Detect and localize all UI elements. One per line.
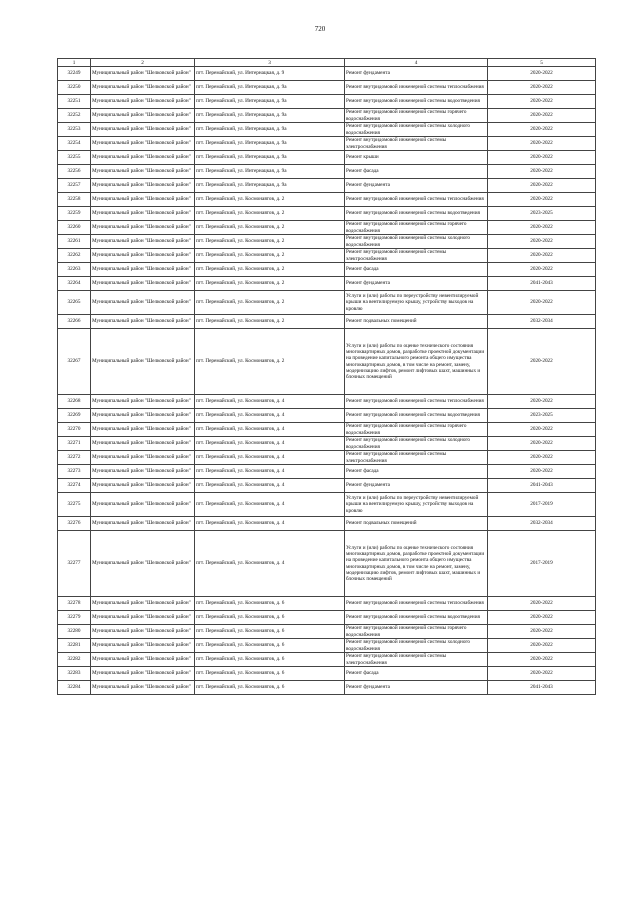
work-type-cell: Ремонт внутридомовой инженерной системы водоотведения [345,207,488,221]
work-type-cell: Ремонт внутридомовой инженерной системы теплоснабжения [345,193,488,207]
municipality-cell: Муниципальный район "Шелковской район" [91,291,195,315]
address-cell: пгт. Перемайский, ул. Космонавтов, д. 2 [195,193,345,207]
row-number: 32284 [58,681,91,695]
municipality-cell: Муниципальный район "Шелковской район" [91,653,195,667]
address-cell: пгт. Перемайский, ул. Интернацкая, д. 9а [195,123,345,137]
row-number: 32263 [58,263,91,277]
period-cell: 2020-2022 [488,597,596,611]
period-cell: 2020-2022 [488,235,596,249]
work-type-cell: Ремонт крыши [345,151,488,165]
row-number: 32266 [58,315,91,329]
row-number: 32280 [58,625,91,639]
address-cell: пгт. Перемайский, ул. Интернацкая, д. 9а [195,165,345,179]
work-type-cell: Ремонт внутридомовой инженерной системы холодного водоснабжения [345,235,488,249]
row-number: 32254 [58,137,91,151]
table-row [58,277,596,291]
table-row [58,597,596,611]
municipality-cell: Муниципальный район "Шелковской район" [91,277,195,291]
table-row [58,479,596,493]
table-row [58,165,596,179]
period-cell: 2020-2022 [488,263,596,277]
row-number: 32282 [58,653,91,667]
table-row [58,437,596,451]
work-type-cell: Ремонт внутридомовой инженерной системы горячего водоснабжения [345,625,488,639]
address-cell: пгт. Перемайский, ул. Интернацкая, д. 9а [195,179,345,193]
period-cell: 2020-2022 [488,395,596,409]
work-type-cell: Ремонт фундамента [345,67,488,81]
period-cell: 2020-2022 [488,137,596,151]
table-row [58,179,596,193]
row-number: 32251 [58,95,91,109]
work-type-cell: Услуги и (или) работы по переустройству невентилируемой крыши на вентилируемую крышу, устройству выходов на кровлю [345,291,488,315]
municipality-cell: Муниципальный район "Шелковской район" [91,451,195,465]
municipality-cell: Муниципальный район "Шелковской район" [91,263,195,277]
municipality-cell: Муниципальный район "Шелковской район" [91,437,195,451]
table-row [58,611,596,625]
work-type-cell: Услуги и (или) работы по оценке технического состояния многоквартирных домов, разработке проектной документации на проведение капитального ремонта общего имущества многоквартирных домов, в том числе на ремонт, замену, модернизацию лифтов, ремонт лифтовых шахт, машинных и блочных помещений [345,329,488,395]
address-cell: пгт. Перемайский, ул. Космонавтов, д. 2 [195,277,345,291]
work-type-cell: Ремонт внутридомовой инженерной системы электроснабжения [345,249,488,263]
page-number: 720 [314,25,326,33]
row-number: 32255 [58,151,91,165]
address-cell: пгт. Перемайский, ул. Интернацкая, д. 9а [195,151,345,165]
period-cell: 2020-2022 [488,437,596,451]
work-type-cell: Ремонт подвальных помещений [345,315,488,329]
work-type-cell: Ремонт фундамента [345,681,488,695]
table-row [58,151,596,165]
municipality-cell: Муниципальный район "Шелковской район" [91,465,195,479]
municipality-cell: Муниципальный район "Шелковской район" [91,329,195,395]
work-type-cell: Ремонт подвальных помещений [345,517,488,531]
period-cell: 2023-2025 [488,409,596,423]
municipality-cell: Муниципальный район "Шелковской район" [91,597,195,611]
address-cell: пгт. Перемайский, ул. Космонавтов, д. 4 [195,465,345,479]
address-cell: пгт. Перемайский, ул. Космонавтов, д. 6 [195,681,345,695]
column-header: 3 [195,59,345,67]
municipality-cell: Муниципальный район "Шелковской район" [91,137,195,151]
address-cell: пгт. Перемайский, ул. Космонавтов, д. 6 [195,625,345,639]
table-row [58,221,596,235]
row-number: 32278 [58,597,91,611]
work-type-cell: Услуги и (или) работы по оценке технического состояния многоквартирных домов, разработке проектной документации на проведение капитального ремонта общего имущества многоквартирных домов, в том числе на ремонт, замену, модернизацию лифтов, ремонт лифтовых шахт, машинных и блочных помещений [345,531,488,597]
address-cell: пгт. Перемайский, ул. Космонавтов, д. 4 [195,395,345,409]
address-cell: пгт. Перемайский, ул. Космонавтов, д. 2 [195,221,345,235]
work-type-cell: Ремонт внутридомовой инженерной системы электроснабжения [345,451,488,465]
address-cell: пгт. Перемайский, ул. Космонавтов, д. 6 [195,611,345,625]
row-number: 32273 [58,465,91,479]
work-type-cell: Ремонт внутридомовой инженерной системы горячего водоснабжения [345,423,488,437]
period-cell: 2020-2022 [488,95,596,109]
work-type-cell: Ремонт внутридомовой инженерной системы теплоснабжения [345,597,488,611]
address-cell: пгт. Перемайский, ул. Интернацкая, д. 9а [195,137,345,151]
address-cell: пгт. Перемайский, ул. Космонавтов, д. 6 [195,597,345,611]
municipality-cell: Муниципальный район "Шелковской район" [91,221,195,235]
table-row [58,493,596,517]
work-type-cell: Ремонт фундамента [345,479,488,493]
work-type-cell: Ремонт фасада [345,263,488,277]
column-header: 2 [91,59,195,67]
address-cell: пгт. Перемайский, ул. Интернацкая, д. 9 [195,67,345,81]
table-row [58,667,596,681]
row-number: 32262 [58,249,91,263]
address-cell: пгт. Перемайский, ул. Космонавтов, д. 4 [195,531,345,597]
address-cell: пгт. Перемайский, ул. Космонавтов, д. 2 [195,329,345,395]
row-number: 32267 [58,329,91,395]
table-row [58,681,596,695]
table-row [58,315,596,329]
work-type-cell: Ремонт внутридомовой инженерной системы водоотведения [345,95,488,109]
municipality-cell: Муниципальный район "Шелковской район" [91,315,195,329]
row-number: 32274 [58,479,91,493]
table-row [58,109,596,123]
row-number: 32250 [58,81,91,95]
table-row [58,193,596,207]
address-cell: пгт. Перемайский, ул. Интернацкая, д. 9а [195,95,345,109]
municipality-cell: Муниципальный район "Шелковской район" [91,165,195,179]
address-cell: пгт. Перемайский, ул. Космонавтов, д. 4 [195,409,345,423]
address-cell: пгт. Перемайский, ул. Космонавтов, д. 4 [195,493,345,517]
address-cell: пгт. Перемайский, ул. Интернацкая, д. 9а [195,81,345,95]
address-cell: пгт. Перемайский, ул. Космонавтов, д. 6 [195,639,345,653]
municipality-cell: Муниципальный район "Шелковской район" [91,123,195,137]
work-type-cell: Ремонт внутридомовой инженерной системы теплоснабжения [345,81,488,95]
period-cell: 2020-2022 [488,193,596,207]
row-number: 32249 [58,67,91,81]
work-type-cell: Ремонт внутридомовой инженерной системы теплоснабжения [345,395,488,409]
row-number: 32277 [58,531,91,597]
address-cell: пгт. Перемайский, ул. Космонавтов, д. 6 [195,667,345,681]
column-header: 4 [345,59,488,67]
municipality-cell: Муниципальный район "Шелковской район" [91,179,195,193]
municipality-cell: Муниципальный район "Шелковской район" [91,395,195,409]
table-row [58,625,596,639]
row-number: 32281 [58,639,91,653]
table-row [58,137,596,151]
work-type-cell: Ремонт фасада [345,465,488,479]
column-header: 5 [488,59,596,67]
work-type-cell: Услуги и (или) работы по переустройству невентилируемой крыши на вентилируемую крышу, устройству выходов на кровлю [345,493,488,517]
municipality-cell: Муниципальный район "Шелковской район" [91,67,195,81]
period-cell: 2020-2022 [488,667,596,681]
address-cell: пгт. Перемайский, ул. Космонавтов, д. 2 [195,235,345,249]
table-row [58,465,596,479]
work-type-cell: Ремонт внутридомовой инженерной системы водоотведения [345,611,488,625]
table-row [58,235,596,249]
period-cell: 2020-2022 [488,179,596,193]
work-type-cell: Ремонт фасада [345,667,488,681]
municipality-cell: Муниципальный район "Шелковской район" [91,625,195,639]
address-cell: пгт. Перемайский, ул. Космонавтов, д. 4 [195,423,345,437]
period-cell: 2041-2043 [488,681,596,695]
period-cell: 2020-2022 [488,109,596,123]
period-cell: 2020-2022 [488,625,596,639]
address-cell: пгт. Перемайский, ул. Космонавтов, д. 2 [195,291,345,315]
period-cell: 2020-2022 [488,67,596,81]
address-cell: пгт. Перемайский, ул. Космонавтов, д. 4 [195,479,345,493]
work-type-cell: Ремонт внутридомовой инженерной системы электроснабжения [345,653,488,667]
table-row [58,95,596,109]
address-cell: пгт. Перемайский, ул. Интернацкая, д. 9а [195,109,345,123]
period-cell: 2020-2022 [488,249,596,263]
row-number: 32270 [58,423,91,437]
row-number: 32272 [58,451,91,465]
period-cell: 2023-2025 [488,207,596,221]
municipality-cell: Муниципальный район "Шелковской район" [91,95,195,109]
municipality-cell: Муниципальный район "Шелковской район" [91,151,195,165]
municipality-cell: Муниципальный район "Шелковской район" [91,531,195,597]
address-cell: пгт. Перемайский, ул. Космонавтов, д. 4 [195,517,345,531]
period-cell: 2020-2022 [488,611,596,625]
period-cell: 2020-2022 [488,165,596,179]
period-cell: 2032-2034 [488,315,596,329]
period-cell: 2032-2034 [488,517,596,531]
work-type-cell: Ремонт фундамента [345,277,488,291]
table-row [58,263,596,277]
table-row [58,517,596,531]
repair-schedule-table [57,58,596,695]
municipality-cell: Муниципальный район "Шелковской район" [91,207,195,221]
work-type-cell: Ремонт фундамента [345,179,488,193]
table-row [58,653,596,667]
table-row [58,639,596,653]
period-cell: 2020-2022 [488,465,596,479]
work-type-cell: Ремонт внутридомовой инженерной системы холодного водоснабжения [345,123,488,137]
row-number: 32268 [58,395,91,409]
address-cell: пгт. Перемайский, ул. Космонавтов, д. 6 [195,653,345,667]
municipality-cell: Муниципальный район "Шелковской район" [91,423,195,437]
period-cell: 2020-2022 [488,221,596,235]
row-number: 32265 [58,291,91,315]
row-number: 32279 [58,611,91,625]
period-cell: 2041-2043 [488,479,596,493]
period-cell: 2020-2022 [488,639,596,653]
municipality-cell: Муниципальный район "Шелковской район" [91,493,195,517]
work-type-cell: Ремонт внутридомовой инженерной системы водоотведения [345,409,488,423]
row-number: 32269 [58,409,91,423]
municipality-cell: Муниципальный район "Шелковской район" [91,81,195,95]
table-row [58,423,596,437]
municipality-cell: Муниципальный район "Шелковской район" [91,109,195,123]
period-cell: 2017-2019 [488,531,596,597]
table-row [58,291,596,315]
table-row [58,531,596,597]
address-cell: пгт. Перемайский, ул. Космонавтов, д. 2 [195,249,345,263]
municipality-cell: Муниципальный район "Шелковской район" [91,249,195,263]
work-type-cell: Ремонт внутридомовой инженерной системы горячего водоснабжения [345,109,488,123]
period-cell: 2017-2019 [488,493,596,517]
period-cell: 2020-2022 [488,81,596,95]
address-cell: пгт. Перемайский, ул. Космонавтов, д. 2 [195,207,345,221]
address-cell: пгт. Перемайский, ул. Космонавтов, д. 4 [195,451,345,465]
row-number: 32275 [58,493,91,517]
municipality-cell: Муниципальный район "Шелковской район" [91,681,195,695]
municipality-cell: Муниципальный район "Шелковской район" [91,235,195,249]
table-row [58,67,596,81]
work-type-cell: Ремонт внутридомовой инженерной системы холодного водоснабжения [345,437,488,451]
period-cell: 2020-2022 [488,291,596,315]
row-number: 32253 [58,123,91,137]
work-type-cell: Ремонт внутридомовой инженерной системы холодного водоснабжения [345,639,488,653]
table-row [58,409,596,423]
work-type-cell: Ремонт внутридомовой инженерной системы электроснабжения [345,137,488,151]
table-row [58,329,596,395]
municipality-cell: Муниципальный район "Шелковской район" [91,409,195,423]
row-number: 32260 [58,221,91,235]
row-number: 32283 [58,667,91,681]
period-cell: 2020-2022 [488,329,596,395]
row-number: 32261 [58,235,91,249]
table-row [58,395,596,409]
table-row [58,249,596,263]
address-cell: пгт. Перемайский, ул. Космонавтов, д. 2 [195,315,345,329]
row-number: 32258 [58,193,91,207]
work-type-cell: Ремонт фасада [345,165,488,179]
row-number: 32264 [58,277,91,291]
table-body [58,67,596,695]
period-cell: 2020-2022 [488,423,596,437]
municipality-cell: Муниципальный район "Шелковской район" [91,667,195,681]
row-number: 32276 [58,517,91,531]
municipality-cell: Муниципальный район "Шелковской район" [91,479,195,493]
address-cell: пгт. Перемайский, ул. Космонавтов, д. 4 [195,437,345,451]
row-number: 32259 [58,207,91,221]
period-cell: 2020-2022 [488,123,596,137]
table-row [58,123,596,137]
table-header-row [58,59,596,67]
row-number: 32256 [58,165,91,179]
municipality-cell: Муниципальный район "Шелковской район" [91,517,195,531]
table-row [58,451,596,465]
period-cell: 2020-2022 [488,151,596,165]
table-row [58,207,596,221]
municipality-cell: Муниципальный район "Шелковской район" [91,639,195,653]
table-row [58,81,596,95]
work-type-cell: Ремонт внутридомовой инженерной системы горячего водоснабжения [345,221,488,235]
period-cell: 2041-2043 [488,277,596,291]
address-cell: пгт. Перемайский, ул. Космонавтов, д. 2 [195,263,345,277]
column-header: 1 [58,59,91,67]
period-cell: 2020-2022 [488,653,596,667]
row-number: 32271 [58,437,91,451]
period-cell: 2020-2022 [488,451,596,465]
row-number: 32257 [58,179,91,193]
row-number: 32252 [58,109,91,123]
municipality-cell: Муниципальный район "Шелковской район" [91,193,195,207]
municipality-cell: Муниципальный район "Шелковской район" [91,611,195,625]
